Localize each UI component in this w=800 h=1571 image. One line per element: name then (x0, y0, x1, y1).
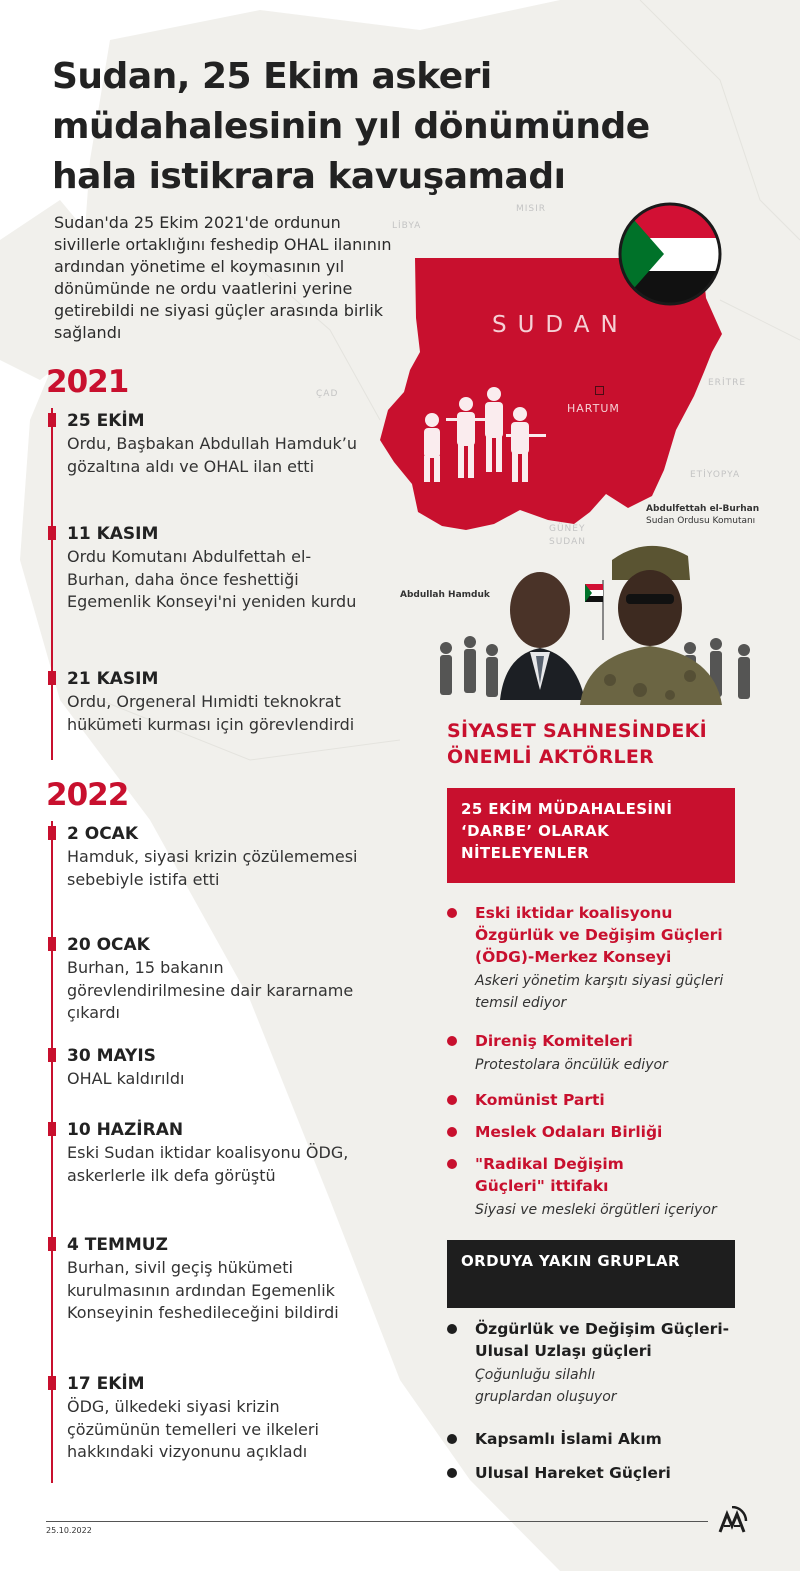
bullet-dot-icon (447, 1434, 457, 1444)
map-capital-label: HARTUM (567, 402, 620, 415)
actor-item (447, 1428, 737, 1450)
event-date: 21 KASIM (67, 669, 159, 689)
actor-note: Protestolara öncülük ediyor (475, 1057, 668, 1073)
event-marker-icon (48, 526, 56, 540)
event-description: Burhan, 15 bakanın görevlendirilmesine dair kararname çıkardı (67, 958, 354, 1022)
timeline-event (48, 1234, 368, 1325)
actor-name: Özgürlük ve Değişim Güçleri-Ulusal Uzlaşı güçleri (475, 1320, 730, 1360)
actors-heading: SİYASET SAHNESİNDEKİ ÖNEMLİ AKTÖRLER (447, 720, 708, 768)
map-country-label: SUDAN (492, 312, 629, 338)
event-date: 25 EKİM (67, 411, 145, 431)
actor-item (447, 1153, 737, 1221)
event-description: OHAL kaldırıldı (67, 1069, 185, 1088)
year-2022-heading: 2022 (46, 777, 129, 813)
actor-note: Çoğunluğu silahlı gruplardan oluşuyor (475, 1367, 617, 1405)
event-date: 30 MAYIS (67, 1046, 156, 1066)
actor-item (447, 1462, 737, 1484)
timeline-event (48, 523, 368, 614)
timeline-event (48, 823, 368, 891)
event-marker-icon (48, 937, 56, 951)
bullet-dot-icon (447, 1468, 457, 1478)
timeline-event (48, 1373, 368, 1464)
timeline-event (48, 1045, 368, 1091)
event-date: 2 OCAK (67, 824, 139, 844)
page-subtitle: Sudan'da 25 Ekim 2021'de ordunun sivillerle ortaklığını feshedip OHAL ilanının ardından yönetime el koymasının yıl dönümünde ne ordu vaatlerini yerine getirebildi ne siyasi güçler arasında birlik sağlandı (54, 213, 392, 342)
actor-item (447, 902, 737, 1014)
actor-name: Direniş Komiteleri (475, 1032, 633, 1050)
bullet-dot-icon (447, 908, 457, 918)
bullet-dot-icon (447, 1036, 457, 1046)
footer-date: 25.10.2022 (46, 1526, 92, 1535)
actor-name: Meslek Odaları Birliği (475, 1123, 663, 1141)
bullet-dot-icon (447, 1159, 457, 1169)
footer-divider (46, 1521, 708, 1522)
event-description: Ordu Komutanı Abdulfettah el-Burhan, daha önce feshettiği Egemenlik Konseyi'ni yeniden kurdu (67, 547, 357, 611)
actor-name: Komünist Parti (475, 1091, 605, 1109)
event-marker-icon (48, 826, 56, 840)
actor-name: Kapsamlı İslami Akım (475, 1430, 662, 1448)
event-description: ÖDG, ülkedeki siyasi krizin çözümünün temelleri ve ilkeleri hakkındaki vizyonunu açıkladı (67, 1397, 319, 1461)
coup-critics-box: 25 EKİM MÜDAHALESİNİ ‘DARBE’ OLARAK NİTELEYENLER (447, 788, 735, 883)
timeline-event (48, 934, 368, 1025)
event-date: 20 OCAK (67, 935, 150, 955)
event-date: 10 HAZİRAN (67, 1120, 184, 1140)
map-label-south-sudan: SUDAN (549, 537, 586, 547)
actor-name: Ulusal Hareket Güçleri (475, 1464, 671, 1482)
burhan-role: Sudan Ordusu Komutanı (646, 516, 756, 526)
actor-note: Askeri yönetim karşıtı siyasi güçleri temsil ediyor (475, 973, 724, 1011)
bullet-dot-icon (447, 1127, 457, 1137)
map-label-libya: LİBYA (392, 221, 422, 231)
actor-note: Siyasi ve mesleki örgütleri içeriyor (475, 1202, 717, 1218)
event-description: Ordu, Orgeneral Hımidti teknokrat hükümeti kurması için görevlendirdi (67, 692, 355, 734)
event-description: Ordu, Başbakan Abdullah Hamduk’u gözaltına aldı ve OHAL ilan etti (67, 434, 357, 476)
map-label-south: GÜNEY (549, 524, 586, 534)
actor-name: Eski iktidar koalisyonu Özgürlük ve Değişim Güçleri (ÖDG)-Merkez Konseyi (475, 904, 723, 966)
event-marker-icon (48, 1048, 56, 1062)
actor-item (447, 1030, 737, 1076)
hamduk-name: Abdullah Hamduk (400, 590, 490, 600)
aa-logo-icon (716, 1506, 748, 1534)
event-description: Eski Sudan iktidar koalisyonu ÖDG, askerlerle ilk defa görüştü (67, 1143, 349, 1185)
actor-item (447, 1318, 737, 1408)
bullet-dot-icon (447, 1095, 457, 1105)
bullet-dot-icon (447, 1324, 457, 1334)
event-date: 11 KASIM (67, 524, 159, 544)
page-title: Sudan, 25 Ekim askeri müdahalesinin yıl dönümünde hala istikrara kavuşamadı (52, 56, 650, 197)
actor-name: "Radikal Değişim Güçleri" ittifakı (475, 1155, 624, 1195)
event-description: Burhan, sivil geçiş hükümeti kurulmasının ardından Egemenlik Konseyinin feshedileceğini bildirdi (67, 1258, 339, 1322)
event-marker-icon (48, 1122, 56, 1136)
year-2021-heading: 2021 (46, 364, 129, 400)
timeline-event (48, 1119, 368, 1187)
event-date: 17 EKİM (67, 1374, 145, 1394)
map-label-chad: ÇAD (316, 389, 339, 399)
actor-item (447, 1121, 737, 1143)
map-label-ethiopia: ETİYOPYA (690, 470, 741, 480)
event-marker-icon (48, 671, 56, 685)
event-marker-icon (48, 1376, 56, 1390)
capital-marker-icon (595, 386, 604, 395)
burhan-name: Abdulfettah el-Burhan (646, 504, 760, 514)
event-marker-icon (48, 1237, 56, 1251)
pro-military-box: ORDUYA YAKIN GRUPLAR (447, 1240, 735, 1308)
timeline-event (48, 668, 368, 736)
event-marker-icon (48, 413, 56, 427)
event-date: 4 TEMMUZ (67, 1235, 168, 1255)
map-label-eritrea: ERİTRE (708, 378, 747, 388)
event-description: Hamduk, siyasi krizin çözülememesi sebebiyle istifa etti (67, 847, 358, 889)
actor-item (447, 1089, 737, 1111)
map-label-egypt: MISIR (516, 204, 547, 214)
burhan-caption (646, 503, 759, 527)
timeline-event (48, 410, 368, 478)
